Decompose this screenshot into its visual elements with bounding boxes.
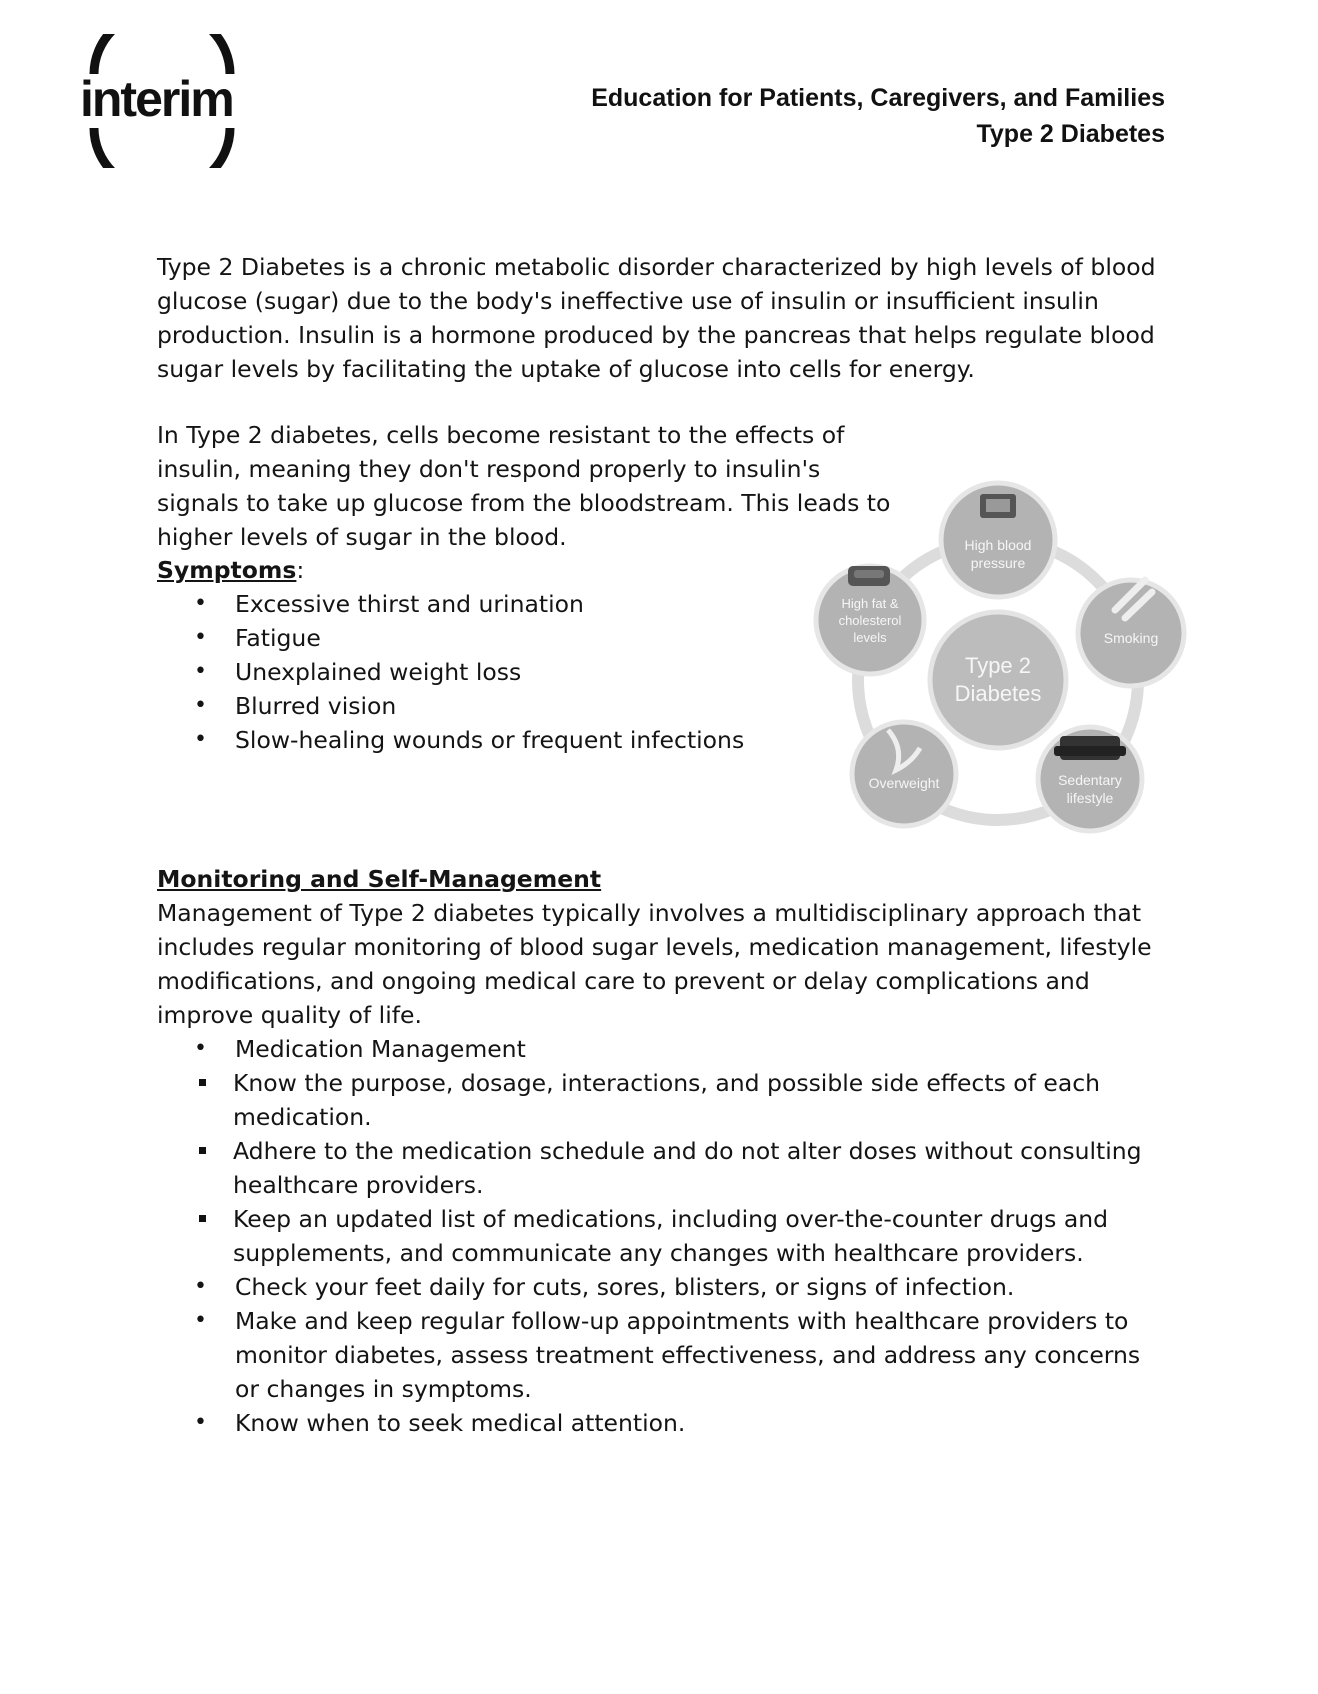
factor-label-line1: Smoking [1103, 630, 1159, 646]
factor-overweight [852, 722, 956, 826]
document-header [591, 80, 1165, 152]
factor-label-line1: Overweight [868, 775, 940, 791]
sub-list-item: Know the purpose, dosage, interactions, and possible side effects of each medication. [195, 1066, 1167, 1134]
list-item: • Unexplained weight loss [157, 655, 1167, 689]
symptoms-heading-colon: : [296, 556, 305, 584]
factor-label-line1: High fat & [841, 596, 899, 611]
factor-label-line1: High blood [964, 537, 1032, 553]
factor-label-line1: Sedentary [1058, 772, 1122, 788]
header-title: Education for Patients, Caregivers, and Families [591, 84, 1165, 112]
center-label-line1: Type 2 [964, 653, 1032, 678]
factor-high-blood-pressure [941, 483, 1055, 597]
fatty-food-icon [848, 566, 890, 586]
sofa-icon [1054, 736, 1126, 760]
sub-list-item: Keep an updated list of medications, including over-the-counter drugs and supplements, and communicate any changes with healthcare providers. [195, 1202, 1167, 1270]
logo-text: interim [80, 71, 233, 127]
monitoring-list [157, 1032, 1167, 1440]
list-item: • Check your feet daily for cuts, sores, blisters, or signs of infection. [157, 1270, 1167, 1304]
intro-paragraph-2-text: In Type 2 diabetes, cells become resistant to the effects of insulin, meaning they don't respond properly to insulin's signals to take up glucose from the bloodstream. This leads to higher levels of sugar in the blood. [157, 421, 891, 551]
list-item: • Slow-healing wounds or frequent infections [157, 723, 1167, 757]
blood-pressure-monitor-icon [980, 494, 1016, 518]
factor-sedentary-lifestyle [1038, 727, 1142, 831]
diagram-center-node [930, 612, 1066, 748]
factor-high-fat-cholesterol [816, 566, 924, 674]
monitoring-heading: Monitoring and Self-Management [157, 865, 602, 893]
factor-label-line2: cholesterol [838, 613, 902, 628]
risk-factors-diagram [800, 480, 1200, 860]
sub-list-item: Adhere to the medication schedule and do not alter doses without consulting healthcare providers. [195, 1134, 1167, 1202]
list-item: • Excessive thirst and urination [157, 587, 1167, 621]
list-item: • Fatigue [157, 621, 1167, 655]
list-item: • Make and keep regular follow-up appointments with healthcare providers to monitor diabetes, assess treatment effectiveness, and address any concerns or changes in symptoms. [157, 1304, 1167, 1406]
factor-label-line3: levels [853, 630, 887, 645]
list-item: • Know when to seek medical attention. [157, 1406, 1167, 1440]
list-item: • Blurred vision [157, 689, 1167, 723]
symptoms-heading: Symptoms [157, 556, 297, 584]
monitoring-section [157, 862, 1167, 1440]
interim-logo [80, 34, 260, 168]
list-item-medication-management [157, 1032, 1167, 1270]
intro-paragraph-1: Type 2 Diabetes is a chronic metabolic disorder characterized by high levels of blood glucose (sugar) due to the body's ineffective use of insulin or insufficient insulin production. Insulin is a hormone produced by the pancreas that helps regulate blood sugar levels by facilitating the uptake of glucose into cells for energy. [157, 253, 1156, 383]
factor-smoking [1078, 580, 1184, 686]
medication-sublist [195, 1066, 1167, 1270]
monitoring-intro: Management of Type 2 diabetes typically involves a multidisciplinary approach that includes regular monitoring of blood sugar levels, medication management, lifestyle modifications, and ongoing medical care to prevent or delay complications and improve quality of life. [157, 899, 1152, 1029]
factor-label-line2: lifestyle [1066, 790, 1114, 806]
medication-management-label: Medication Management [235, 1035, 526, 1063]
factor-label-line2: pressure [970, 555, 1026, 571]
center-label-line2: Diabetes [954, 681, 1042, 706]
header-subtitle: Type 2 Diabetes [976, 120, 1165, 148]
